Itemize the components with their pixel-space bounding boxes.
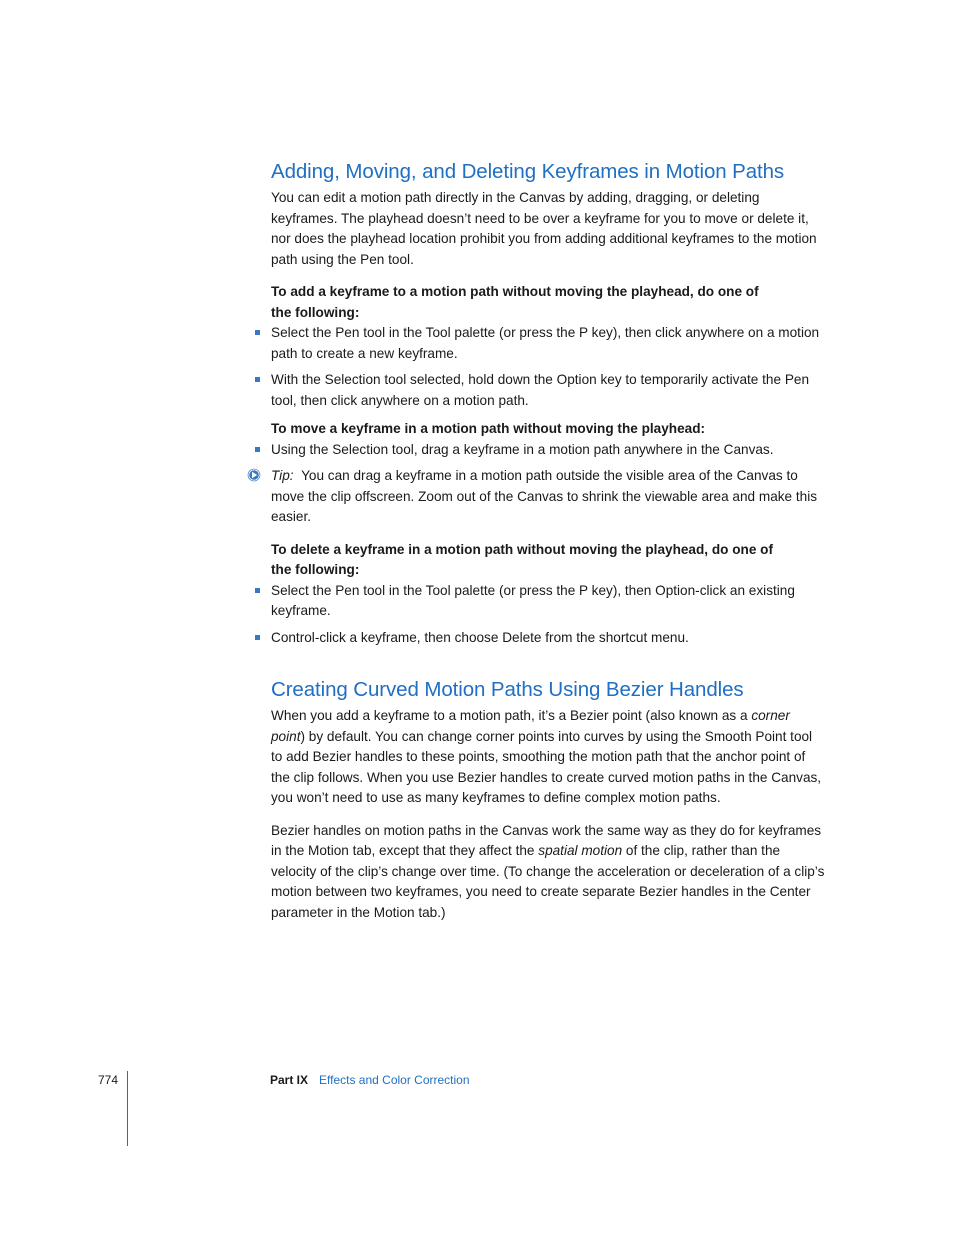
add-keyframe-lead: To add a keyframe to a motion path without moving the playhead, do one of the following: bbox=[271, 284, 759, 320]
bezier-paragraph-1: When you add a keyframe to a motion path, it’s a Bezier point (also known as a corner point) by default. You can change corner points into curves by using the Smooth Point tool to add Bezier handles to these points, smoothing the motion path that the anchor point of the clip follows. When you use Bezier handles to create curved motion paths in the Canvas, you won’t need to use as many keyframes to define complex motion paths. bbox=[271, 708, 822, 805]
square-bullet-icon bbox=[255, 447, 260, 452]
page-number: 774 bbox=[98, 1073, 119, 1087]
intro-paragraph: You can edit a motion path directly in the Canvas by adding, dragging, or deleting keyframes. The playhead doesn’t need to be over a keyframe for you to move or delete it, nor does the playhead location prohibit you from adding additional keyframes to the motion path using the Pen tool. bbox=[271, 190, 817, 267]
list-item: Control-click a keyframe, then choose Delete from the shortcut menu. bbox=[271, 628, 827, 649]
page-content bbox=[271, 160, 827, 935]
bezier-paragraph-2: Bezier handles on motion paths in the Canvas work the same way as they do for keyframes in the Motion tab, except that they affect the spatial motion of the clip, rather than the velocity of the clip’s change over time. (To change the acceleration or deceleration of a clip’s motion between two keyframes, you need to create separate Bezier handles in the Center parameter in the Motion tab.) bbox=[271, 822, 825, 920]
square-bullet-icon bbox=[255, 588, 260, 593]
tip-text: You can drag a keyframe in a motion path outside the visible area of the Canvas to move the clip offscreen. Zoom out of the Canvas to shrink the viewable area and make this easier. bbox=[271, 468, 818, 524]
tip-note bbox=[271, 466, 827, 528]
list-item: Select the Pen tool in the Tool palette (or press the P key), then Option-click an existing keyframe. bbox=[271, 581, 827, 622]
delete-keyframe-list bbox=[271, 581, 827, 649]
move-keyframe-list bbox=[271, 440, 827, 461]
list-item: With the Selection tool selected, hold down the Option key to temporarily activate the Pen tool, then click anywhere on a motion path. bbox=[271, 370, 827, 411]
square-bullet-icon bbox=[255, 330, 260, 335]
tip-arrow-icon bbox=[247, 468, 261, 482]
tip-label: Tip: bbox=[271, 468, 294, 483]
square-bullet-icon bbox=[255, 635, 260, 640]
delete-keyframe-lead: To delete a keyframe in a motion path without moving the playhead, do one of the following: bbox=[271, 541, 774, 577]
footer-part-label: Part IX bbox=[270, 1073, 309, 1087]
move-keyframe-lead: To move a keyframe in a motion path without moving the playhead: bbox=[271, 421, 706, 436]
add-keyframe-list bbox=[271, 323, 827, 411]
list-item: Select the Pen tool in the Tool palette (or press the P key), then click anywhere on a motion path to create a new keyframe. bbox=[271, 323, 827, 364]
section-heading-bezier: Creating Curved Motion Paths Using Bezier Handles bbox=[271, 678, 744, 701]
square-bullet-icon bbox=[255, 377, 260, 382]
list-item: Using the Selection tool, drag a keyframe in a motion path anywhere in the Canvas. bbox=[271, 440, 827, 461]
section-heading-keyframes: Adding, Moving, and Deleting Keyframes in Motion Paths bbox=[271, 160, 785, 183]
footer-divider bbox=[127, 1071, 128, 1146]
footer-section-title: Effects and Color Correction bbox=[319, 1073, 470, 1087]
